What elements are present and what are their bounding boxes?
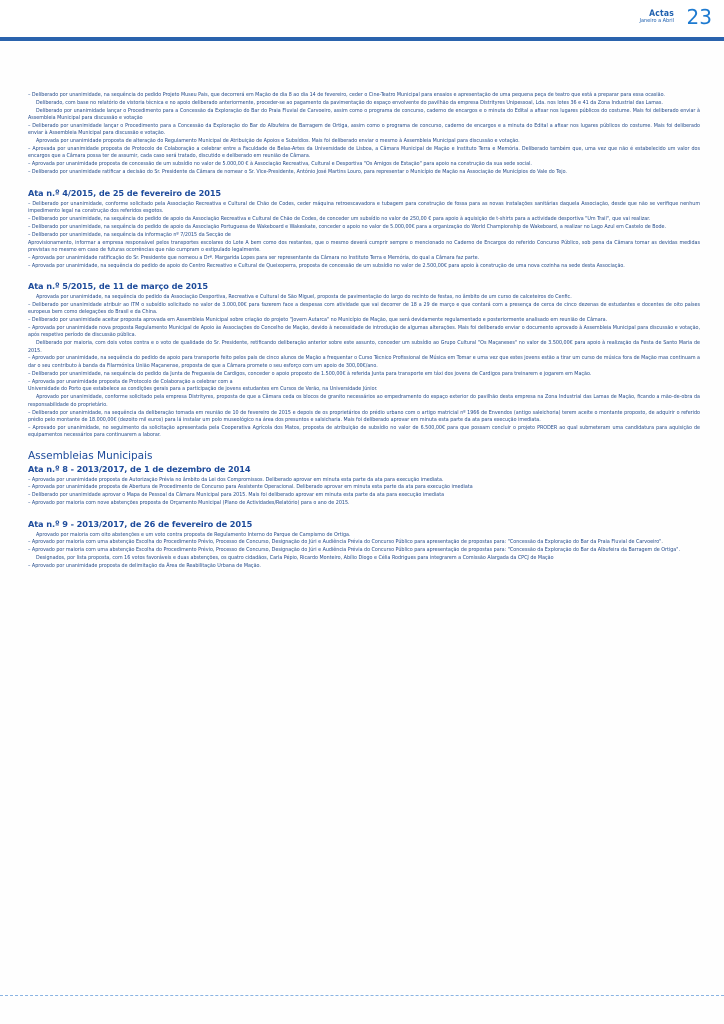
minutes-paragraph: Aprovada por unanimidade, na sequência do pedido da Associação Desportiva, Recreativa e Cultural de São Miguel, proposta de pavimentação do largo do recinto de festas, no âmbito de um curso de calceteiros do Cenfic. (36, 293, 572, 300)
minutes-paragraph: – Aprovada por unanimidade proposta de Protocolo de Colaboração a celebrar entre a Faculdade de Belas-Artes da Universidade de Lisboa, a Câmara Municipal de Mação e Instituto Terra e Memória. Deliberado também que, uma vez que não é estabelecido um valor dos encargos que a Câmara possa ter de assumir, cada caso será tratado, discutido e deliberado em reunião de Câmara. (28, 146, 700, 160)
minutes-paragraph: – Deliberado por unanimidade ratificar a decisão do Sr. Presidente da Câmara de nomear o Sr. Vice-Presidente, António José Martins Louro, para representar o Município de Mação na Associação de Municípios do Vale do Tejo. (28, 169, 567, 176)
page-number: 23 (686, 5, 712, 29)
minutes-paragraph: – Aprovada por unanimidade proposta de concessão de um subsídio no valor de 5.000,00 € à Associação Recreativa, Cultural e Desportiva "Os Amigos de Estação" para apoio na construção da sua sede social. (28, 161, 532, 168)
minutes-paragraph: – Deliberado por unanimidade atribuir ao ITM o subsídio solicitado no valor de 3.000,00€ para fazerem face a despesas com atividade que vai decorrer de 18 a 29 de março e que contará com a presença de cerca de cinco dezenas de estudantes e docentes de oito países europeus bem como delegações do Brasil e da China. (28, 301, 700, 316)
minutes-paragraph: Deliberado por maioria, com dois votos contra e o voto de qualidade do Sr. Presidente, retificando deliberação anterior sobre este assunto, conceder um subsídio ao Grupo Cultural "Os Maçaneses" no valor de 3.500,00€ para apoio à realização da Festa de Santo Maria de 2015. (28, 340, 700, 354)
minutes-paragraph: – Aprovado por unanimidade proposta de delimitação da Área de Reabilitação Urbana de Mação. (28, 563, 261, 570)
minutes-paragraph: – Deliberado por unanimidade, na sequência do pedido da Junta de Freguesia de Cardigos, conceder o apoio proposto de 1.500,00€ à referida Junta para transporte em táxi dos jovens de Cardigos para treinarem e jogarem em Mação. (28, 370, 592, 377)
minutes-paragraph: – Aprovado por maioria com uma abstenção Escolha do Procedimento Prévio, Processo de Concurso, Designação do Júri e Audiência Prévia do Concurso Público para apresentação de propostas para: "Concessão da Exploração do Bar da Albufeira da Barragem de Ortiga". (28, 547, 680, 554)
header-band (0, 37, 724, 41)
minutes-paragraph: – Aprovado por unanimidade, na sequência do pedido de apoio para transporte feito pelos pais de cinco alunos de Mação a frequentar o Curso Técnico Profissional de Música em Tomar e uma vez que estes jovens estão a tirar um curso de música fora de Mação mas continuam a dar o seu contributo à banda da Filarmónica União Maçanense, proposta de que a Câmara promete o seu esforço com um apoio de 300,00€/ano. (28, 355, 700, 369)
minutes-paragraph: Deliberado por unanimidade lançar o Procedimento para a Concessão da Exploração do Bar do Praia Fluvial de Carvoeiro, assim como o programa de concurso, caderno de encargos e o minuta do Edital a afixar nos lugares públicos do costume. Mais foi deliberado enviar à Assembleia Municipal para discussão e votação (28, 107, 700, 122)
minutes-paragraph: – Aprovada por unanimidade proposta de Abertura de Procedimento de Concurso para Assistente Operacional. Deliberado aprovar em minuta esta parte da ata para execução imediata (28, 484, 473, 491)
minutes-paragraph: Universidade do Porto que estabelece as condições gerais para a participação de jovens estudantes em Cursos de Verão, na Universidade Júnior. (28, 386, 378, 393)
minutes-paragraph: Aprovisionamento, informar a empresa responsável pelos transportes escolares do Lote A bem como dos restantes, que o mesmo deverá cumprir sempre o mencionado no Caderno de Encargos do referido Concurso Público, sob pena da Câmara tomar as devidas medidas previstas no mesmo em caso de futuras ocorrências que não cumpram o estipulado legalmente. (28, 239, 700, 253)
minutes-block-4 (28, 477, 700, 508)
minutes-heading: Ata n.º 4/2015, de 25 de fevereiro de 2015 (28, 187, 222, 198)
minutes-block-1 (28, 92, 700, 177)
header-title: Actas (649, 9, 674, 19)
minutes-heading: Ata n.º 9 - 2013/2017, de 26 de fevereiro de 2015 (28, 518, 253, 529)
page-header (0, 0, 724, 42)
minutes-paragraph: – Aprovada por unanimidade nova proposta Regulamento Municipal de Apoio às Associações do Concelho de Mação, devido à necessidade de introdução de algumas alterações. Mais foi deliberado enviar o documento aprovado à Assembleia Municipal para discussão e votação, após respetivo período de discussão pública. (28, 325, 700, 339)
footer-dashed-rule (0, 995, 724, 996)
minutes-paragraph: – Aprovada por unanimidade proposta de Protocolo de Colaboração a celebrar com a (28, 378, 233, 385)
minutes-paragraph: Aprovado por maioria com oito abstenções e um voto contra proposta de Regulamento Interno do Parque de Campismo de Ortiga. (36, 531, 351, 538)
minutes-paragraph: – Aprovado por unanimidade, no seguimento da solicitação apresentada pela Cooperativa Agrícola dos Matos, proposta de atribuição de subsídio no valor de 6.500,00€ para que possam concluir o projeto PRODER ao qual submeteram uma candidatura para aquisição de equipamentos necessários para continuarem a laborar. (28, 424, 700, 439)
section-title: Assembleias Municipais (28, 449, 153, 462)
minutes-block-3 (28, 294, 700, 440)
minutes-paragraph: Aprovada por unanimidade proposta de alteração do Regulamento Municipal de Atribuição de Apoios e Subsídios. Mais foi deliberado enviar o mesmo à Assembleia Municipal para discussão e votação. (36, 138, 520, 145)
minutes-paragraph: – Aprovado por maioria com nove abstenções proposta de Orçamento Municipal (Plano de Actividades/Relatório) para o ano de 2015. (28, 500, 350, 507)
minutes-paragraph: – Deliberado por unanimidade, na sequência do pedido de apoio da Associação Portuguesa de Wakeboard e Wakeskate, conceder o apoio no valor de 5.000,00€ para a organização do World Championship de Wakeboard, a realizar no Lago Azul em Castelo de Bode. (28, 223, 667, 230)
minutes-paragraph: – Deliberado por unanimidade, conforme solicitado pela Associação Recreativa e Cultural de Chão de Codes, ceder máquina retroescavadora e tubagem para construção de fossa para as novas instalações sanitárias daquela Associação, desde que não se verifique nenhum impedimento legal na construção dos referidos esgotos. (28, 200, 700, 214)
minutes-paragraph: – Deliberado por unanimidade, na sequência do pedido de apoio da Associação Recreativa e Cultural de Chão de Codes, de conceder um subsídio no valor de 250,00 € para apoio à aquisição de t-shirts para a actividade desportiva "Um Trail", que vai realizar. (28, 215, 651, 222)
minutes-paragraph: – Deliberado por unanimidade aceitar proposta aprovada em Assembleia Municipal sobre criação do projeto "Jovem Autarca" no Município de Mação, que será devidamente regulamentado e posteriormente analisado em reunião de Câmara. (28, 317, 608, 324)
minutes-paragraph: – Deliberado por unanimidade, na sequência do pedido Projeto Museu Pais, que decorrerá em Mação de dia 8 ao dia 14 de fevereiro, ceder o Cine-Teatro Municipal para ensaios e apresentação de uma pequena peça de teatro que está a preparar para essa ocasião. (28, 92, 665, 98)
minutes-block-2 (28, 201, 700, 270)
minutes-paragraph: – Aprovada por unanimidade, na sequência do pedido de apoio do Centro Recreativo e Cultural de Queixoperra, proposta de concessão de um subsídio no valor de 2.500,00€ para apoio à construção de uma nova cozinha na sede desta Associação. (28, 262, 625, 269)
minutes-paragraph: – Deliberado por unanimidade, na sequência da informação nº 7/2015 da Secção de (28, 231, 231, 238)
minutes-paragraph: – Aprovada por unanimidade ratificação do Sr. Presidente que nomeou a Drª. Margarida Lopes para ser representante da Câmara no Instituto Terra e Memória, do qual a Câmara faz parte. (28, 254, 480, 261)
minutes-paragraph: – Aprovada por unanimidade proposta de Autorização Prévia no âmbito da Lei dos Compromissos. Deliberado aprovar em minuta esta parte da ata para execução imediata. (28, 476, 444, 483)
minutes-paragraph: Deliberado, com base no relatório de vistoria técnica e no apoio deliberado anteriormente, proceder-se ao pagamento da pavimentação do espaço envolvente do pavilhão da empresa Distrityres Unipessoal, Lda. nos lotes 36 e 41 da Zona Industrial das Lamas. (36, 99, 663, 106)
minutes-paragraph: – Deliberado por unanimidade, na sequência da deliberação tomada em reunião de 10 de fevereiro de 2015 e depois de os proprietários do prédio urbano com o artigo matricial nº 1966 de Envendos (antigo saleichoria) terem aceite o montante proposto, de adquirir o referido prédio pelo montante de 18.000,00€ (dezoito mil euros) para lá instalar um polo museológico na área dos presuntos e salsicharia. Mais foi deliberado aprovar em minuta esta parte da ata para execução imediata. (28, 409, 700, 423)
page-content (28, 92, 700, 571)
header-subtitle: Janeiro a Abril (639, 18, 674, 24)
minutes-paragraph: – Deliberado por unanimidade aprovar o Mapa de Pessoal da Câmara Municipal para 2015. Mais foi deliberado aprovar em minuta esta parte da ata para execução imediata (28, 492, 445, 499)
minutes-block-5 (28, 532, 700, 571)
minutes-heading: Ata n.º 8 - 2013/2017, de 1 de dezembro de 2014 (28, 463, 251, 474)
minutes-paragraph: – Deliberado por unanimidade lançar o Procedimento para a Concessão da Exploração do Bar do Albufeira de Barragem de Ortiga, assim como o programa de concurso, caderno de encargos e a minuta do Edital a afixar nos lugares públicos do costume. Mais foi deliberado enviar à Assembleia Municipal para discussão e votação. (28, 123, 700, 137)
minutes-heading: Ata n.º 5/2015, de 11 de março de 2015 (28, 280, 208, 291)
minutes-paragraph: Aprovado por unanimidade, conforme solicitado pela empresa Distrityres, proposta de que a Câmara ceda os blocos de granito necessários ao empedramento do espaço exterior do pavilhão desta empresa na Zona Industrial das Lamas de Mação, ficando a mão-de-obra da responsabilidade do proprietário. (28, 394, 700, 408)
minutes-paragraph: Designados, por lista proposta, com 16 votos favoráveis e duas abstenções, os quatro cidadãos, Carla Pépio, Ricardo Monteiro, Abílio Diogo e Célia Rodrigues para integrarem a Comissão Alargada da CPCJ de Mação (36, 555, 554, 562)
minutes-paragraph: – Aprovado por maioria com uma abstenção Escolha do Procedimento Prévio, Processo de Concurso, Designação do Júri e Audiência Prévia do Concurso Público para apresentação de propostas para: "Concessão da Exploração do Bar da Praia Fluvial de Carvoeiro". (28, 539, 663, 546)
